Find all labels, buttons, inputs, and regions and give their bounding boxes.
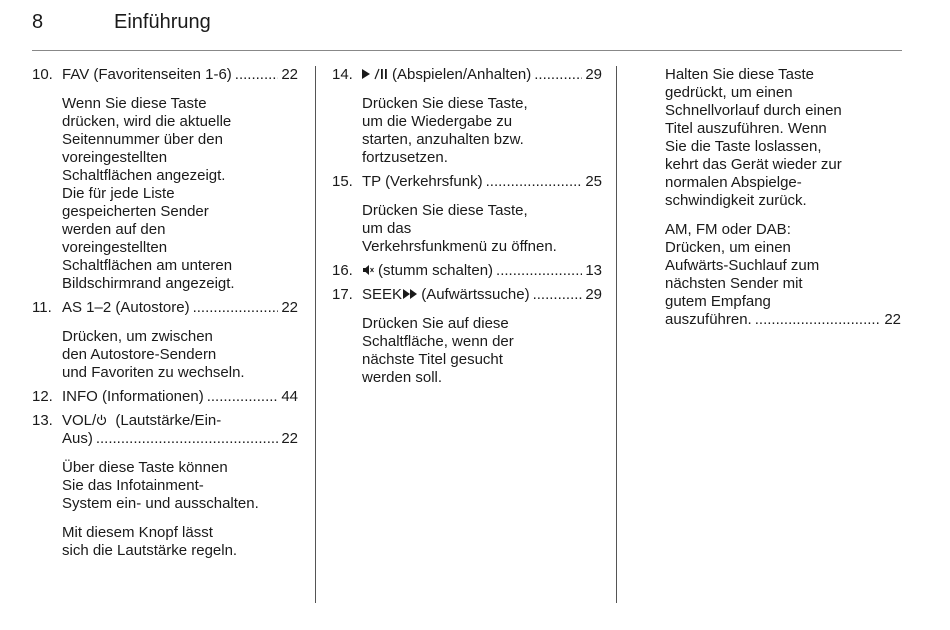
entry-number: 10. xyxy=(32,66,53,83)
entry-description: Drücken Sie diese Taste, um das Verkehrsfunkmenü zu öffnen. xyxy=(362,202,557,255)
mute-icon xyxy=(362,264,374,276)
column-2 xyxy=(332,66,602,387)
entry-number: 15. xyxy=(332,173,353,190)
entry-description: Über diese Taste können Sie das Infotainment- System ein- und ausschalten. xyxy=(62,459,259,512)
column-3 xyxy=(665,66,901,329)
column-divider xyxy=(315,66,316,603)
page-reference: 22 xyxy=(884,311,901,328)
entry-11 xyxy=(32,299,298,317)
column-1 xyxy=(32,66,298,560)
entry-16 xyxy=(332,262,602,280)
page-header xyxy=(32,10,902,50)
dot-leader xyxy=(533,286,583,304)
entry-description: Mit diesem Knopf lässt sich die Lautstärke regeln. xyxy=(62,524,238,559)
entry-14 xyxy=(332,66,602,84)
header-rule xyxy=(32,50,902,51)
entry-description: Wenn Sie diese Taste drücken, wird die aktuelle Seitennummer über den voreingestellten Schaltflächen angezeigt. Die für jede Liste gespeicherten Sender werden auf den voreingestellten Schaltflächen am unteren Bildschirmrand angezeigt. xyxy=(62,95,235,292)
paragraph-text: auszuführen. xyxy=(665,311,752,328)
entry-number: 13. xyxy=(32,412,53,429)
page-reference: 44 xyxy=(281,388,298,405)
dot-leader xyxy=(486,173,583,191)
dot-leader xyxy=(207,388,279,406)
page-reference: 13 xyxy=(585,262,602,279)
dot-leader xyxy=(193,299,279,317)
entry-15 xyxy=(332,173,602,191)
entry-number: 17. xyxy=(332,286,353,303)
paragraph: Halten Sie diese Taste gedrückt, um einen Schnellvorlauf durch einen Titel auszuführen. Wenn Sie die Taste loslassen, kehrt das Gerät wieder zur normalen Abspielge- schwindigkeit zurück. xyxy=(665,66,842,209)
entry-description: Drücken Sie auf diese Schaltfläche, wenn der nächste Titel gesucht werden soll. xyxy=(362,315,514,386)
page-number: 8 xyxy=(32,11,44,33)
entry-title: Aus) xyxy=(62,430,93,447)
entry-10 xyxy=(32,66,298,84)
dot-leader xyxy=(496,262,582,280)
page-reference: 29 xyxy=(585,286,602,303)
entry-12 xyxy=(32,388,298,406)
entry-title: SEEK xyxy=(362,286,403,303)
column-divider xyxy=(616,66,617,603)
chapter-title: Einführung xyxy=(114,11,211,33)
entry-title: INFO (Informationen) xyxy=(62,388,204,405)
entry-title: (stumm schalten) xyxy=(378,262,494,279)
entry-number: 16. xyxy=(332,262,353,279)
entry-title: (Lautstärke/Ein- xyxy=(111,412,222,429)
dot-leader xyxy=(755,311,882,329)
page-reference: 22 xyxy=(281,299,298,316)
fast-forward-icon xyxy=(403,288,417,300)
entry-title: TP (Verkehrsfunk) xyxy=(362,173,483,190)
page-reference: 22 xyxy=(281,430,298,447)
play-pause-icon xyxy=(362,68,388,80)
entry-description: Drücken Sie diese Taste, um die Wiedergabe zu starten, anzuhalten bzw. fortzusetzen. xyxy=(362,95,528,166)
entry-number: 11. xyxy=(32,299,52,316)
entry-number: 14. xyxy=(332,66,353,83)
entry-17 xyxy=(332,286,602,304)
entry-description: Drücken, um zwischen den Autostore-Sendern und Favoriten zu wechseln. xyxy=(62,328,245,381)
entry-number: 12. xyxy=(32,388,53,405)
paragraph: AM, FM oder DAB: Drücken, um einen Aufwärts-Suchlauf zum nächsten Sender mit gutem Empfang xyxy=(665,221,820,310)
entry-title: VOL/ xyxy=(62,412,97,429)
dot-leader xyxy=(96,430,278,448)
entry-13 xyxy=(32,412,298,448)
page-reference: 22 xyxy=(281,66,298,83)
paragraph-last-line xyxy=(665,311,901,329)
power-icon xyxy=(96,414,107,426)
page-reference: 25 xyxy=(585,173,602,190)
entry-title: AS 1–2 (Autostore) xyxy=(62,299,190,316)
dot-leader xyxy=(235,66,279,84)
entry-title: FAV (Favoritenseiten 1-6) xyxy=(62,66,232,83)
entry-title: (Aufwärtssuche) xyxy=(417,286,530,303)
page-reference: 29 xyxy=(585,66,602,83)
entry-title: (Abspielen/Anhalten) xyxy=(392,66,532,83)
dot-leader xyxy=(534,66,582,84)
